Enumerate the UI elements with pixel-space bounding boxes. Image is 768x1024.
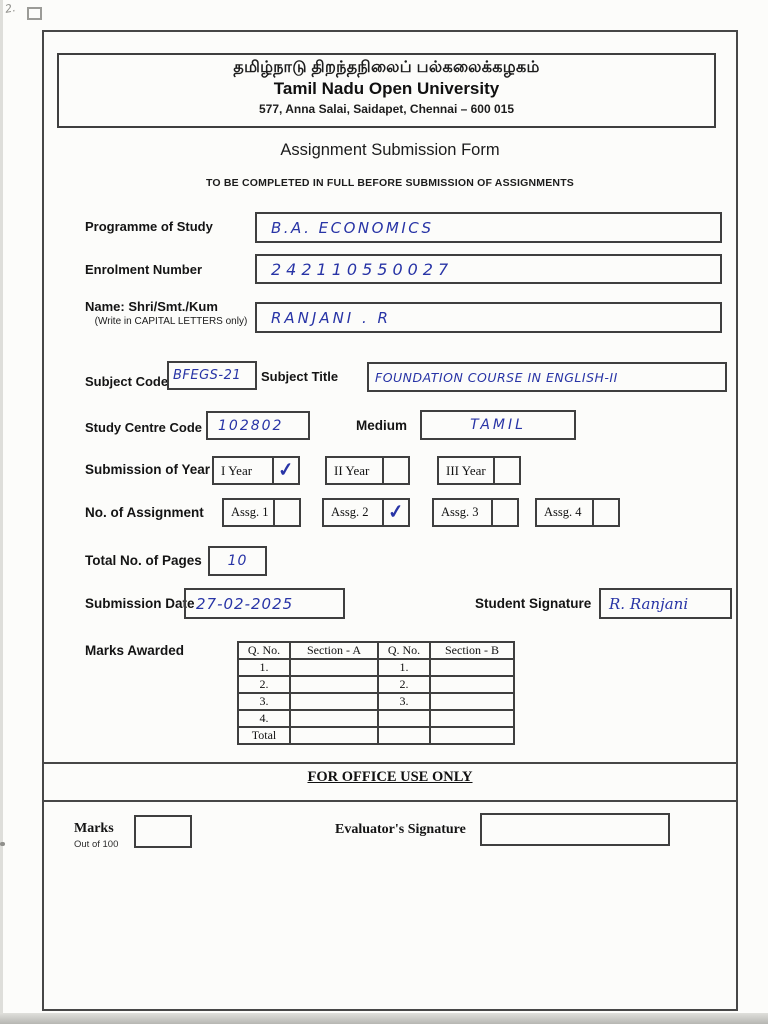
year-2-label: II Year: [334, 462, 370, 478]
marks-header-cell: Section - B: [430, 642, 514, 659]
enrolment-number-label: Enrolment Number: [85, 262, 203, 277]
submission-of-year-label: Submission of Year: [85, 462, 211, 477]
marks-cell: 2.: [378, 676, 430, 693]
no-of-assignment-label: No. of Assignment: [85, 505, 204, 520]
total-pages-value: 10: [227, 553, 248, 569]
student-signature-value: R. Ranjani: [609, 594, 689, 613]
marks-cell: [430, 727, 514, 744]
corner-stamp-box: [27, 7, 42, 20]
total-pages-label: Total No. of Pages: [85, 553, 202, 568]
enrolment-number-value: 242110550027: [271, 259, 454, 279]
handwritten-checkmark: ✓: [276, 459, 296, 482]
assignment-4-label: Assg. 4: [544, 505, 582, 519]
assignment-2-label: Assg. 2: [331, 505, 369, 519]
office-marks-field: [134, 815, 192, 848]
programme-of-study-label: Programme of Study: [85, 219, 213, 234]
assignment-3-label: Assg. 3: [441, 505, 479, 519]
year-3-checkbox: [437, 456, 521, 485]
marks-cell: [378, 710, 430, 727]
marks-cell: [378, 727, 430, 744]
marks-cell: 1.: [238, 659, 290, 676]
marks-row: [238, 693, 514, 710]
marks-header-cell: Section - A: [290, 642, 378, 659]
scan-edge-left: [0, 0, 3, 1024]
marks-header-cell: Q. No.: [238, 642, 290, 659]
subject-title-label: Subject Title: [261, 369, 339, 384]
assignment-1-checkbox: [222, 498, 301, 527]
marks-awarded-table: [237, 641, 515, 745]
marks-row: [238, 676, 514, 693]
marks-header-row: [238, 642, 514, 659]
marks-header-cell: Q. No.: [378, 642, 430, 659]
assignment-2-checkbox: [322, 498, 410, 527]
subject-title-field: [367, 362, 727, 392]
marks-cell: [290, 693, 378, 710]
divider-line: [42, 800, 738, 802]
study-centre-code-value: 102802: [218, 417, 284, 434]
year-3-label: III Year: [446, 462, 486, 478]
programme-of-study-value: B.A. ECONOMICS: [271, 218, 434, 237]
student-signature-label: Student Signature: [475, 596, 592, 611]
assignment-1-label: Assg. 1: [231, 505, 269, 519]
subject-code-field: [167, 361, 257, 390]
marks-cell: 3.: [378, 693, 430, 710]
marks-cell: 4.: [238, 710, 290, 727]
marks-cell: [430, 659, 514, 676]
university-header-box: [57, 53, 716, 128]
year-1-label: I Year: [221, 462, 253, 478]
year-2-checkbox: [325, 456, 410, 485]
marks-cell: [430, 693, 514, 710]
scan-edge-bottom: [0, 1013, 768, 1024]
marks-cell: Total: [238, 727, 290, 744]
assignment-3-check-cell: [491, 500, 517, 525]
marks-cell: 2.: [238, 676, 290, 693]
submission-date-label: Submission Date: [85, 596, 195, 611]
submission-date-value: 27-02-2025: [196, 594, 294, 613]
name-capital-letters-note: (Write in CAPITAL LETTERS only): [94, 316, 248, 327]
year-2-check-cell: [382, 458, 408, 483]
marks-cell: [290, 710, 378, 727]
year-3-check-cell: [493, 458, 519, 483]
year-1-check-cell: [272, 458, 298, 483]
name-label: Name: Shri/Smt./Kum: [85, 299, 218, 314]
assignment-4-checkbox: [535, 498, 620, 527]
medium-field: [420, 410, 576, 440]
total-pages-field: [208, 546, 267, 576]
evaluator-signature-label: Evaluator's Signature: [335, 822, 466, 837]
marks-awarded-label: Marks Awarded: [85, 643, 185, 658]
submission-date-field: [184, 588, 345, 619]
assignment-3-checkbox: [432, 498, 519, 527]
subject-code-value: BFEGS-21: [173, 368, 242, 383]
medium-label: Medium: [356, 418, 408, 433]
medium-value: TAMIL: [470, 417, 526, 433]
assignment-2-check-cell: [382, 500, 408, 525]
subject-code-label: Subject Code: [85, 374, 169, 389]
form-instruction: TO BE COMPLETED IN FULL BEFORE SUBMISSION OF ASSIGNMENTS: [205, 177, 575, 189]
office-marks-out-of-100-note: Out of 100: [74, 839, 119, 850]
subject-title-value: FOUNDATION COURSE IN ENGLISH-II: [375, 369, 618, 385]
marks-cell: 3.: [238, 693, 290, 710]
assignment-4-check-cell: [592, 500, 618, 525]
marks-row: [238, 727, 514, 744]
marks-cell: [290, 659, 378, 676]
marks-row: [238, 710, 514, 727]
name-value: RANJANI . R: [271, 308, 391, 327]
office-use-only-title: FOR OFFICE USE ONLY: [307, 769, 473, 785]
corner-pencil-mark: 2.: [3, 1, 17, 16]
marks-cell: [430, 676, 514, 693]
marks-cell: [290, 676, 378, 693]
marks-cell: 1.: [378, 659, 430, 676]
office-marks-label: Marks: [74, 821, 114, 836]
marks-row: [238, 659, 514, 676]
marks-cell: [290, 727, 378, 744]
scan-speck: [0, 842, 5, 846]
university-name: Tamil Nadu Open University: [273, 79, 500, 98]
programme-of-study-field: [255, 212, 722, 243]
evaluator-signature-field: [480, 813, 670, 846]
assignment-1-check-cell: [273, 500, 299, 525]
name-field: [255, 302, 722, 333]
study-centre-code-field: [206, 411, 310, 440]
university-name-tamil: தமிழ்நாடு திறந்தநிலைப் பல்கலைக்கழகம்: [233, 59, 540, 76]
study-centre-code-label: Study Centre Code: [85, 420, 203, 435]
year-1-checkbox: [212, 456, 300, 485]
divider-line: [42, 762, 738, 764]
enrolment-number-field: [255, 254, 722, 284]
handwritten-checkmark: ✓: [386, 501, 406, 524]
student-signature-field: [599, 588, 732, 619]
university-address: 577, Anna Salai, Saidapet, Chennai – 600 015: [258, 102, 514, 116]
page-title: Assignment Submission Form: [280, 141, 500, 159]
marks-cell: [430, 710, 514, 727]
